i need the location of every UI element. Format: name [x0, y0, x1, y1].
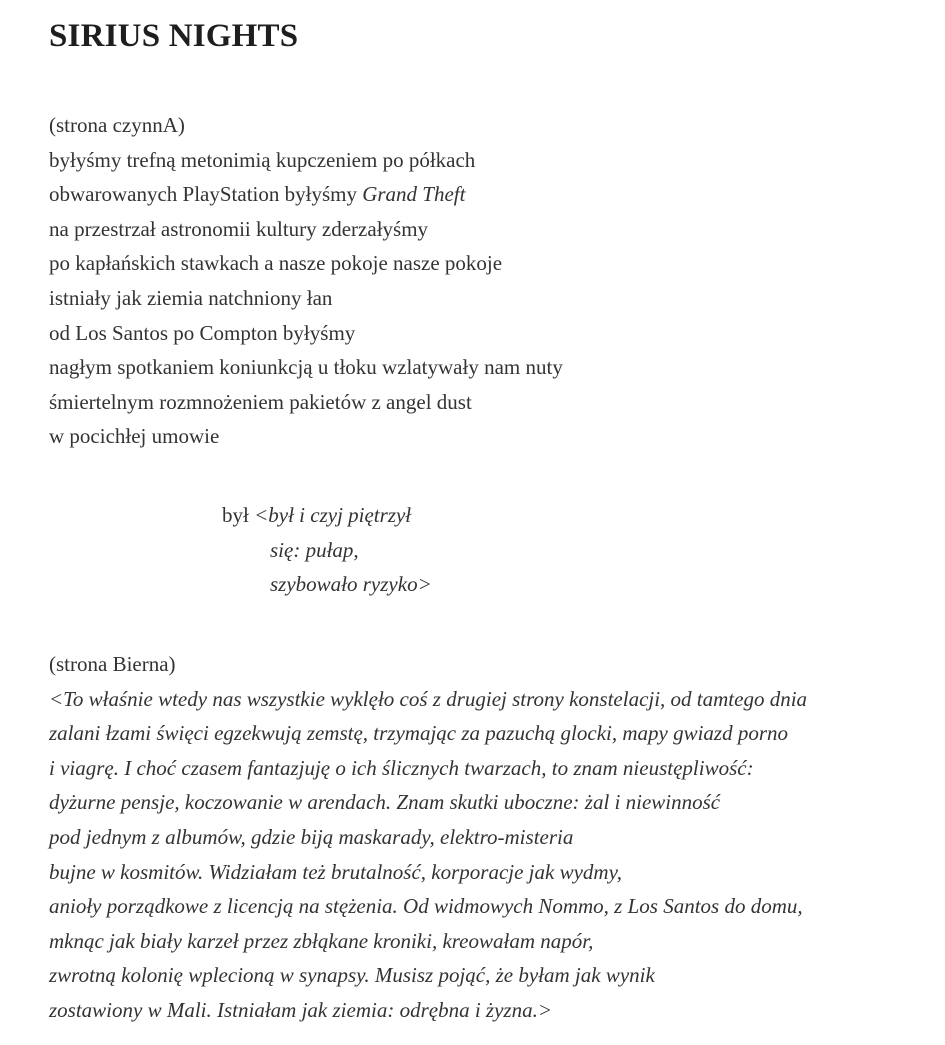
poem-line: zostawiony w Mali. Istniałam jak ziemia: odrębna i żyzna.>	[49, 997, 552, 1022]
stanza-heading: (strona czynnA)	[49, 113, 185, 137]
poem-line-italic-title: Grand Theft	[362, 182, 466, 207]
poem-line: zwrotną kolonię wplecioną w synapsy. Musisz pojąć, że byłam jak wynik	[49, 963, 655, 988]
poem-line	[49, 177, 563, 212]
poem-line-italic: <był i czyj piętrzył	[254, 503, 412, 527]
poem-line: byłyśmy trefną metonimią kupczeniem po półkach	[49, 147, 476, 172]
stanza-active-voice	[49, 108, 563, 454]
poem-line: anioły porządkowe z licencją na stężenia. Od widmowych Nommo, z Los Santos do domu,	[49, 894, 803, 919]
poem-line: śmiertelnym rozmnożeniem pakietów z angel dust	[49, 389, 472, 414]
stanza-interlude	[222, 498, 432, 602]
poem-line: się: pułap,	[270, 537, 359, 562]
poem-line: szybowało ryzyko>	[270, 572, 432, 597]
poem-line: nagłym spotkaniem koniunkcją u tłoku wzlatywały nam nuty	[49, 355, 563, 380]
poem-line-text: obwarowanych PlayStation byłyśmy	[49, 182, 363, 207]
poem-line: i viagrę. I choć czasem fantazjuję o ich ślicznych twarzach, to znam nieustępliwość:	[49, 755, 754, 780]
poem-line	[222, 498, 432, 533]
poem-line: istniały jak ziemia natchniony łan	[49, 285, 333, 310]
poem-line-text: był	[222, 503, 255, 527]
poem-line: dyżurne pensje, koczowanie w arendach. Znam skutki uboczne: żal i niewinność	[49, 790, 721, 815]
poem-line: w pocichłej umowie	[49, 424, 220, 449]
poem-title: SIRIUS NIGHTS	[49, 18, 299, 54]
poem-line: pod jednym z albumów, gdzie biją maskarady, elektro-misteria	[49, 824, 574, 849]
poem-line: <To właśnie wtedy nas wszystkie wyklęło coś z drugiej strony konstelacji, od tamtego dnia	[49, 686, 808, 711]
poem-line: zalani łzami święci egzekwują zemstę, trzymając za pazuchą glocki, mapy gwiazd porno	[49, 721, 789, 746]
poem-line: mknąc jak biały karzeł przez zbłąkane kroniki, kreowałam napór,	[49, 928, 594, 953]
poem-line: bujne w kosmitów. Widziałam też brutalność, korporacje jak wydmy,	[49, 859, 622, 884]
stanza-passive-voice	[49, 647, 807, 1028]
stanza-heading: (strona Bierna)	[49, 652, 176, 676]
poem-line: po kapłańskich stawkach a nasze pokoje nasze pokoje	[49, 251, 503, 276]
poem-line: od Los Santos po Compton byłyśmy	[49, 320, 356, 345]
poem-line: na przestrzał astronomii kultury zderzałyśmy	[49, 216, 429, 241]
